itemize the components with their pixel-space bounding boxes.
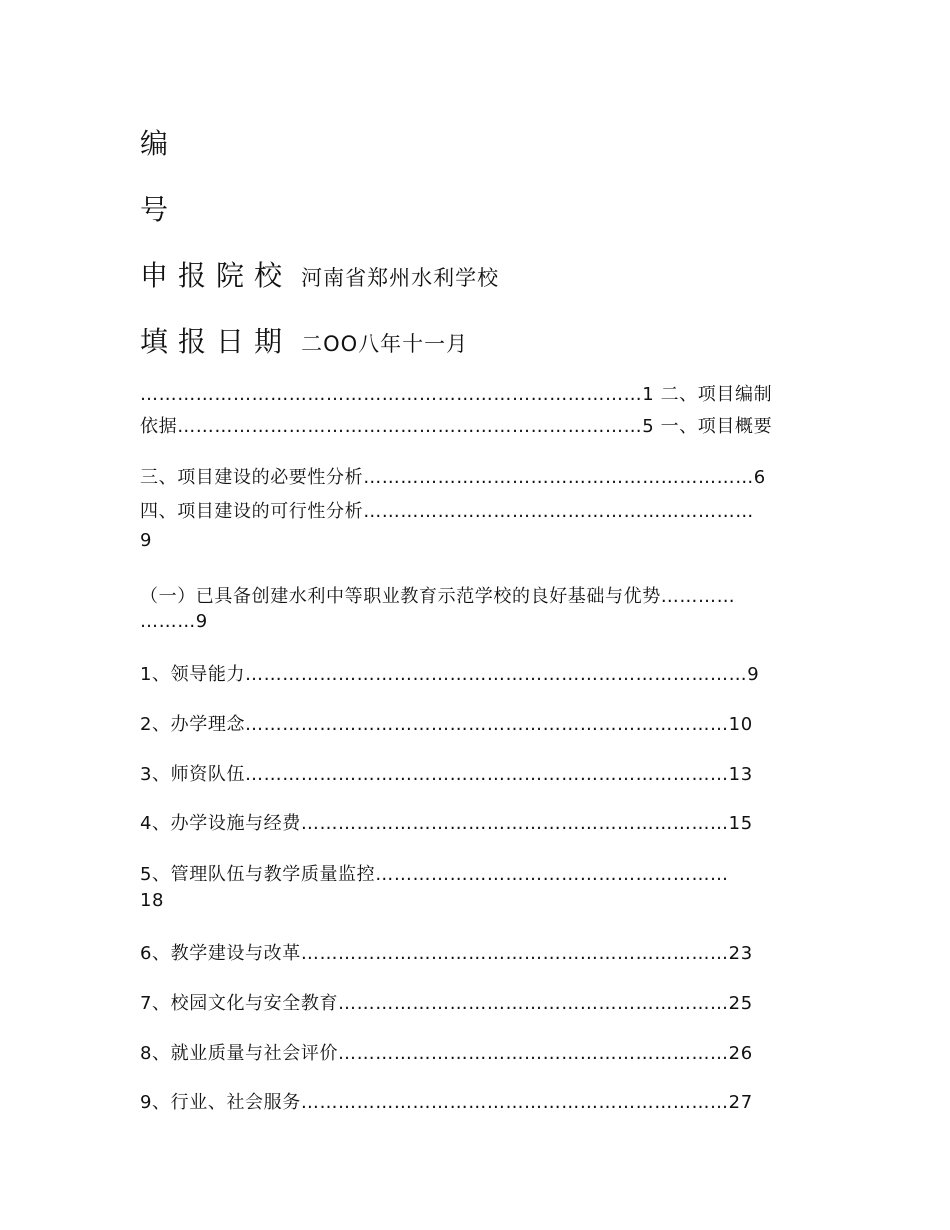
- toc-line-14: 9、行业、社会服务……………………………………………………………27: [140, 1092, 753, 1113]
- toc-line-3: 三、项目建设的必要性分析………………………………………………………6: [140, 467, 766, 488]
- date-label: 填报日期: [140, 325, 293, 358]
- school-row: [140, 254, 499, 294]
- toc-line-13: 8、就业质量与社会评价………………………………………………………26: [140, 1043, 753, 1064]
- school-value: 河南省郑州水利学校: [301, 266, 500, 290]
- toc-line-5: （一）已具备创建水利中等职业教育示范学校的良好基础与优势…………: [140, 586, 736, 607]
- toc-line-10-page: 18: [140, 890, 165, 911]
- date-row: [140, 320, 468, 360]
- toc-line-10: 5、管理队伍与教学质量监控…………………………………………………: [140, 864, 729, 885]
- hao-char: 号: [140, 193, 172, 226]
- toc-line-4: 四、项目建设的可行性分析………………………………………………………: [140, 501, 754, 522]
- toc-line-4-page: 9: [140, 530, 153, 551]
- toc-line-1: ………………………………………………………………………1 二、项目编制: [140, 384, 773, 405]
- toc-line-2: 依据…………………………………………………………………5 一、项目概要: [140, 416, 773, 437]
- toc-line-9: 4、办学设施与经费……………………………………………………………15: [140, 813, 753, 834]
- toc-line-6: 1、领导能力………………………………………………………………………9: [140, 664, 760, 685]
- toc-line-5-page: ………9: [140, 611, 208, 632]
- toc-line-7: 2、办学理念……………………………………………………………………10: [140, 714, 753, 735]
- date-value: 二OO八年十一月: [301, 332, 469, 356]
- toc-line-12: 7、校园文化与安全教育………………………………………………………25: [140, 993, 753, 1014]
- school-label: 申报院校: [140, 259, 293, 292]
- toc-line-11: 6、教学建设与改革……………………………………………………………23: [140, 943, 753, 964]
- toc-line-8: 3、师资队伍……………………………………………………………………13: [140, 764, 753, 785]
- bian-char: 编: [140, 127, 172, 160]
